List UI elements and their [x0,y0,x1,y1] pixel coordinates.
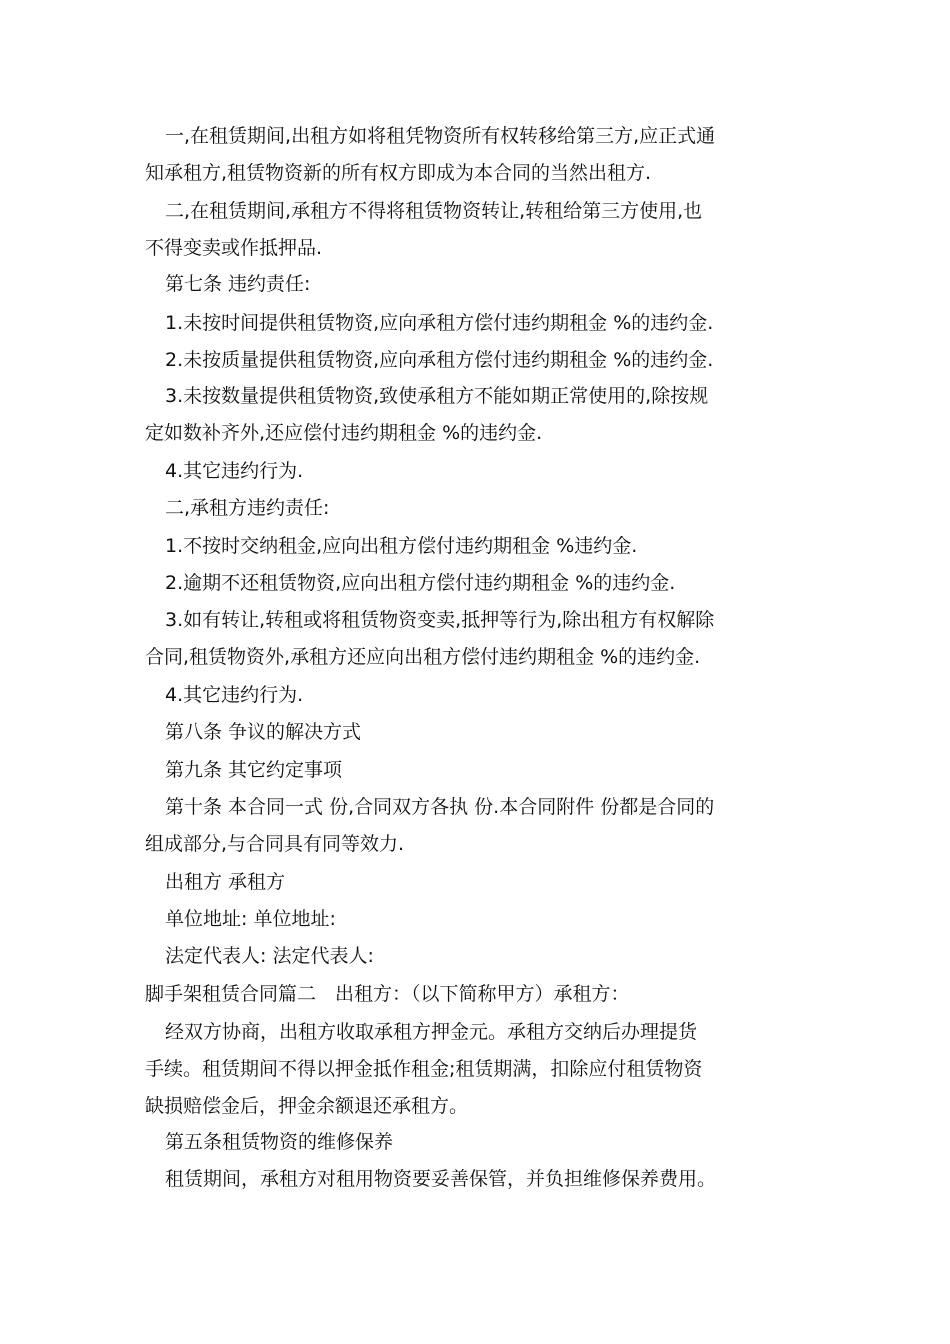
text-line: 经双方协商，出租方收取承租方押金元。承租方交纳后办理提货 [165,1021,698,1043]
lessee-breach-item-2 [145,565,815,602]
text-line: 法定代表人: 法定代表人: [165,945,374,967]
text-line: 脚手架租赁合同篇二 出租方：（以下简称甲方）承租方： [145,983,630,1005]
text-line: 4.其它违约行为. [165,460,304,482]
text-line: 二,承租方违约责任: [165,497,330,519]
text-line: 缺损赔偿金后，押金余额退还承租方。 [145,1095,469,1117]
lessor-breach-item-1 [145,305,815,342]
text-line: 1.未按时间提供租赁物资,应向承租方偿付违约期租金 %的违约金. [165,312,714,334]
text-line: 3.未按数量提供租赁物资,致使承租方不能如期正常使用的,除按规 [165,385,709,407]
text-line: 第八条 争议的解决方式 [165,721,362,743]
text-line: 合同,租赁物资外,承租方还应向出租方偿付违约期租金 %的违约金. [145,646,701,668]
deposit-paragraph [145,1014,815,1125]
text-line: 一,在租赁期间,出租方如将租凭物资所有权转移给第三方,应正式通 [165,125,716,147]
text-line: 二,在租赁期间,承租方不得将租赁物资转让,转租给第三方使用,也 [165,200,703,222]
article-9-heading [145,752,815,789]
lessee-breach-item-4 [145,677,815,714]
lessor-breach-item-4 [145,453,815,490]
text-line: 出租方 承租方 [165,871,286,893]
text-line: 2.逾期不还租赁物资,应向出租方偿付违约期租金 %的违约金. [165,572,676,594]
text-line: 手续。租赁期间不得以押金抵作租金;租赁期满，扣除应付租赁物资 [145,1058,703,1080]
text-line: 定如数补齐外,还应偿付违约期租金 %的违约金. [145,422,543,444]
article-10-paragraph [145,789,815,863]
lessee-breach-item-1 [145,528,815,565]
maintenance-paragraph [145,1161,815,1198]
signature-parties [145,864,815,901]
text-line: 4.其它违约行为. [165,684,304,706]
text-line: 租赁期间，承租方对租用物资要妥善保管，并负担维修保养费用。 [165,1168,717,1190]
text-line: 第五条租赁物资的维修保养 [165,1131,394,1153]
text-line: 不得变卖或作抵押品. [145,237,323,259]
article-7-heading [145,266,815,303]
article-8-heading [145,714,815,751]
signature-representative [145,938,815,975]
text-line: 第七条 违约责任: [165,273,311,295]
text-line: 第九条 其它约定事项 [165,759,343,781]
text-line: 3.如有转让,转租或将租赁物资变卖,抵押等行为,除出租方有权解除 [165,609,715,631]
article-5-heading [145,1124,815,1161]
text-line: 1.不按时交纳租金,应向出租方偿付违约期租金 %违约金. [165,535,638,557]
paragraph-no-sublease [145,193,815,267]
paragraph-ownership-transfer [145,118,815,192]
text-line: 第十条 本合同一式 份,合同双方各执 份.本合同附件 份都是合同的 [165,796,715,818]
lessor-breach-item-2 [145,342,815,379]
text-line: 单位地址: 单位地址: [165,908,336,930]
text-line: 2.未按质量提供租赁物资,应向承租方偿付违约期租金 %的违约金. [165,349,714,371]
text-line: 知承租方,租赁物资新的所有权方即成为本合同的当然出租方. [145,162,652,184]
lessor-breach-item-3 [145,378,815,452]
contract-two-heading [145,976,815,1013]
lessee-breach-item-3 [145,602,815,676]
text-line: 组成部分,与合同具有同等效力. [145,833,405,855]
signature-address [145,901,815,938]
lessee-breach-heading [145,490,815,527]
